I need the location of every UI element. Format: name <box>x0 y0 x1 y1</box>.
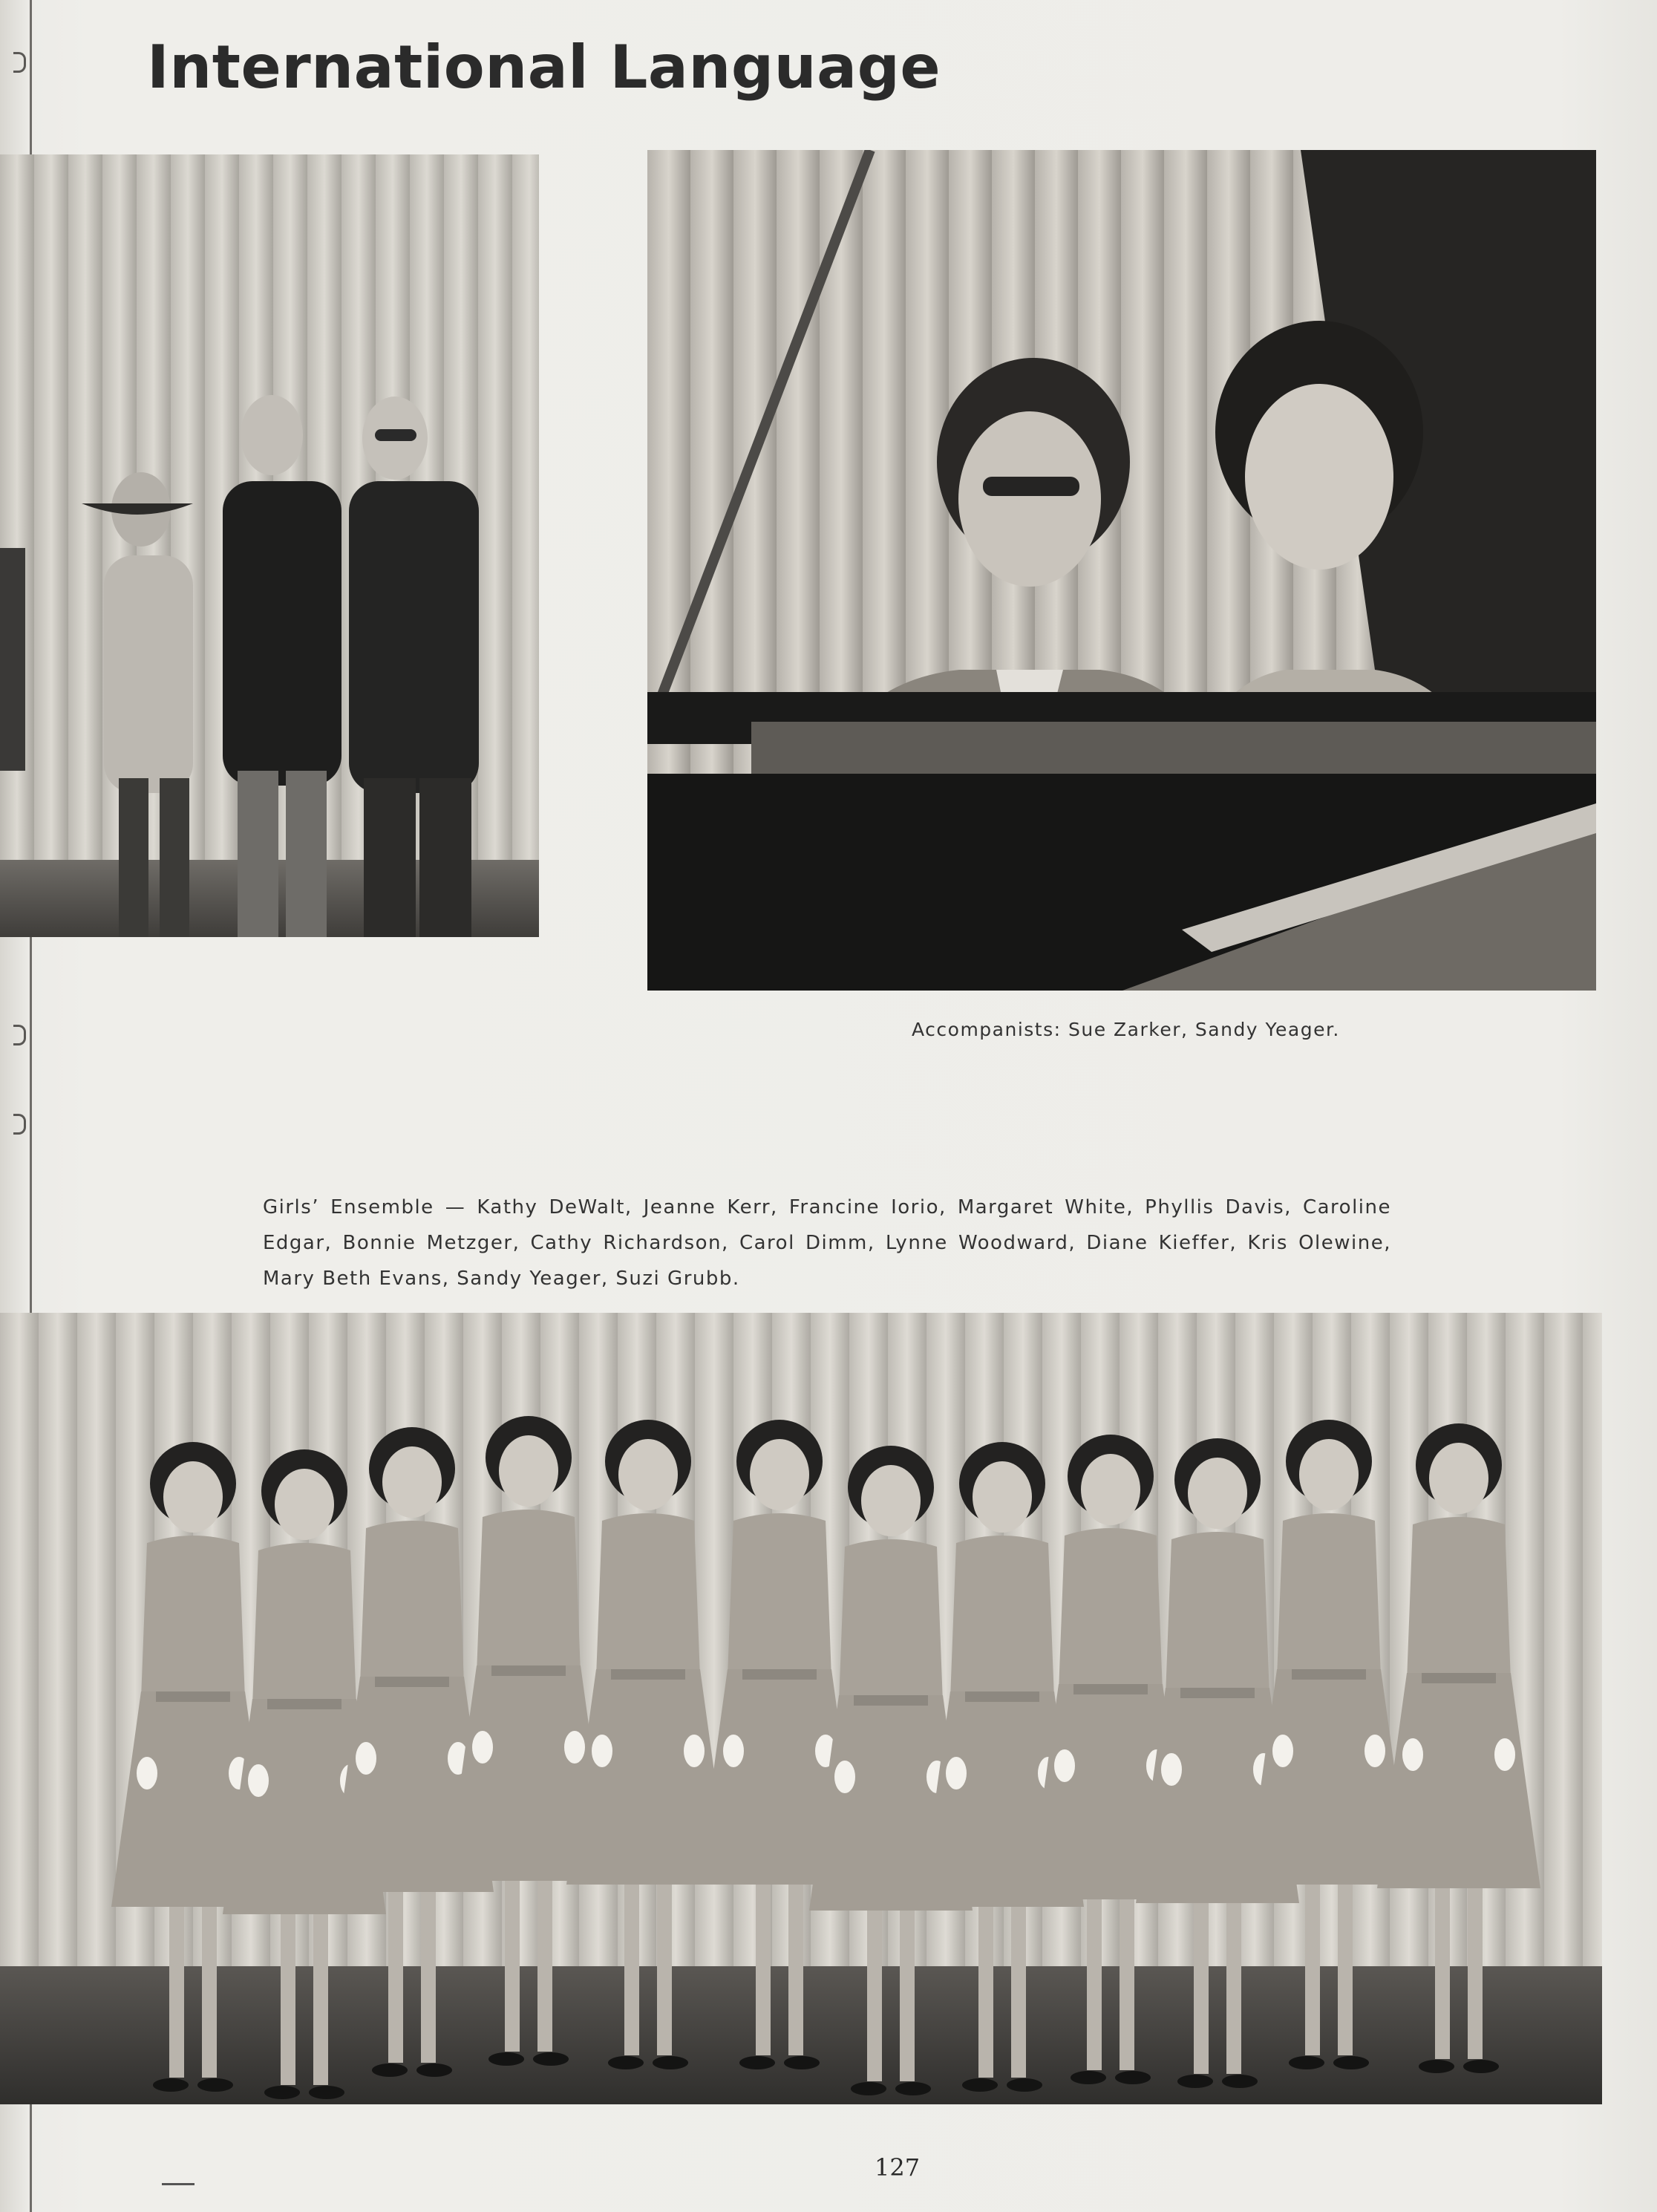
binding-staple <box>13 1025 26 1045</box>
boys-trio-photo <box>0 154 539 937</box>
binding-staple <box>13 52 26 73</box>
accompanists-photo <box>647 150 1596 991</box>
binding-staple <box>13 1114 26 1135</box>
page-number: 127 <box>875 2153 921 2182</box>
girls-ensemble-caption: Girls’ Ensemble — Kathy DeWalt, Jeanne Kerr, Francine Iorio, Margaret White, Phyllis Davis, Caroline Edgar, Bonnie Metzger, Cathy Richardson, Carol Dimm, Lynne Woodward, Diane Kieffer, Kris Olewine, Mary Beth Evans, Sandy Yeager, Suzi Grubb. <box>263 1196 1391 1290</box>
page-title: International Language <box>147 33 941 102</box>
accompanists-caption: Accompanists: Sue Zarker, Sandy Yeager. <box>912 1019 1340 1040</box>
boys-trio-image <box>0 154 539 937</box>
girls-ensemble-photo <box>0 1313 1602 2104</box>
girls-ensemble-image <box>0 1313 1602 2104</box>
margin-mark <box>162 2183 195 2185</box>
accompanists-image <box>647 150 1596 991</box>
